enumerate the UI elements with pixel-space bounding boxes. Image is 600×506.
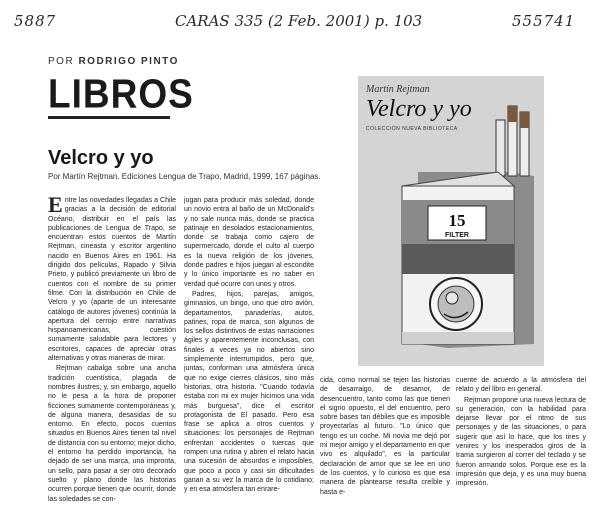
paragraph: Rejtman propone una nueva lectura de su generación, con la habilidad para dejarse llevar por el ritmo de sus personajes y de las situaciones, o para sugerir que así lo hace, que los tires y venires y los inesperados giros de la trama surgieron al correr del teclado y se fueron armando solos. Porque ese es la impresión que deja, y es una muy buena impresión. [456,396,586,488]
paragraph: jugan para producir más soledad, donde un novio entra al baño de un McDonald's y no sale nunca más, donde se practica patinaje en desolados estacionamientos, donde se trabaja como cajero de supermercado, donde el culto al cuerpo es la nueva religión de los jóvenes, donde padres e hijos juegan al escondite y lo único importante es no saber en verdad qué ocurre con unos y otros. [184,197,314,288]
handwritten-source-note: CARAS 335 (2 Feb. 2001) p. 103 [175,12,423,30]
paragraph [48,192,176,363]
article-column-4 [456,376,586,496]
paragraph: cida, como normal se tejen las historias de desarraigo, de desamor, de desencuentro, tanto como las que tienen el signo opuesto, el del encuentro, pero sobre bases tan débiles que es imposible proyectarlas al futuro. "Lo único que tengo es un coche. Mi novia me dejó por mi mejor amigo y el departamento en que vivo es alquilado", es la particular declaración de amor que se lee en uno de los cuentos, y lo curioso es que esa manera de plantearse resulta creíble y hasta e- [320,377,450,496]
cover-author: Martín Rejtman [366,84,430,95]
pack-number: 15 [448,211,466,230]
article-credit: Por Martín Rejtman. Ediciones Lengua de Trapo, Madrid, 1999, 167 páginas. [48,172,321,181]
paragraph: Padres, hijos, parejas, amigos, gimnasios, un bingo, uno que otro avión, departamentos, panaderías, autos, patines, ropa de marca, son algunos de los sellos distintivos de estas narraciones ágiles y aparentemente inconclusas, con finales a veces ya no abiertos sino simplemente interrumpidos, pero que, juntas, conforman una atmósfera única que no exige cierres clásicos, sino más historias, otra historia. "Cuando todavía estaba con mi ex mujer hicimos una vida más burguesa", dice el escritor protagonista de El pasado. Pero esa frase se aplica a otros cuentos y situaciones: los personajes de Rejtman enfrentan accidentes o tuercas que rompen una rutina y abren el relato hacia una sucesión de absurdos e imposibles, que poco a poco y casi sin dificultades ganan a su vez la marca de lo cotidiano; y en esa atmósfera tan enrare- [184,290,314,494]
byline [48,56,179,67]
article-title: Velcro y yo [48,147,154,169]
drop-cap: E [48,192,63,217]
article-column-2 [184,196,314,496]
byline-prefix: POR [48,56,75,67]
handwritten-code-right: 555741 [512,12,576,30]
paragraph: cuente de acuerdo a la atmósfera del relato y del libro en general. [456,377,586,394]
book-cover [358,76,544,366]
article-column-3 [320,376,450,496]
article-column-1 [48,192,176,503]
cover-title: Velcro y yo [366,96,472,122]
paragraph: Rejtman cabalga sobre una ancha tradición cuentística, plagada de nombres ilustres; y, sin embargo, aquello no le pesa a la hora de proponer ficciones sumamente contemporáneas y, de alguna manera, desasidas de su entorno. En efecto, pocos cuentos situados en Buenos Aires tienen tal nivel de distancia con su entorno; mejor dicho, el entorno ha perdido importancia, ha dejado de ser una marca, una impronta, un sello, para pasar a ser otro decorado suelto y plano donde las historias ocurren porque tienen que ocurrir, donde las soledades se con- [48,365,176,503]
section-title: LIBROS [48,71,194,117]
byline-name: RODRIGO PINTO [78,56,179,67]
section-rule [48,116,170,119]
paragraph-text: ntre las novedades llegadas a Chile gracias a la decisión de editorial Océano, distribuir en el país las publicaciones de Lengua de Trapo, se encuentran estos cuentos de Martín Rejtman, cineasta y escritor argentino nacido en Buenos Aires en 1961. Ha dirigido dos películas, Rapado y Silvia Prieto, y publicó previamente un libro de cuentos con el nombre de su primer filme. Con la distribución en Chile de Velcro y yo (aparte de un interesante catálogo de autores jóvenes) continúa la apertura del cerrojo entre narrativas hispanoamericanas, cuestión sumamente saludable para lectores y escritores, capaces de apreciar otras alternativas y otras maneras de mirar. [48,197,176,363]
cover-collection: COLECCIÓN NUEVA BIBLIOTECA [366,126,458,132]
pack-label: FILTER [445,232,469,239]
handwritten-code-left: 5887 [14,12,57,30]
